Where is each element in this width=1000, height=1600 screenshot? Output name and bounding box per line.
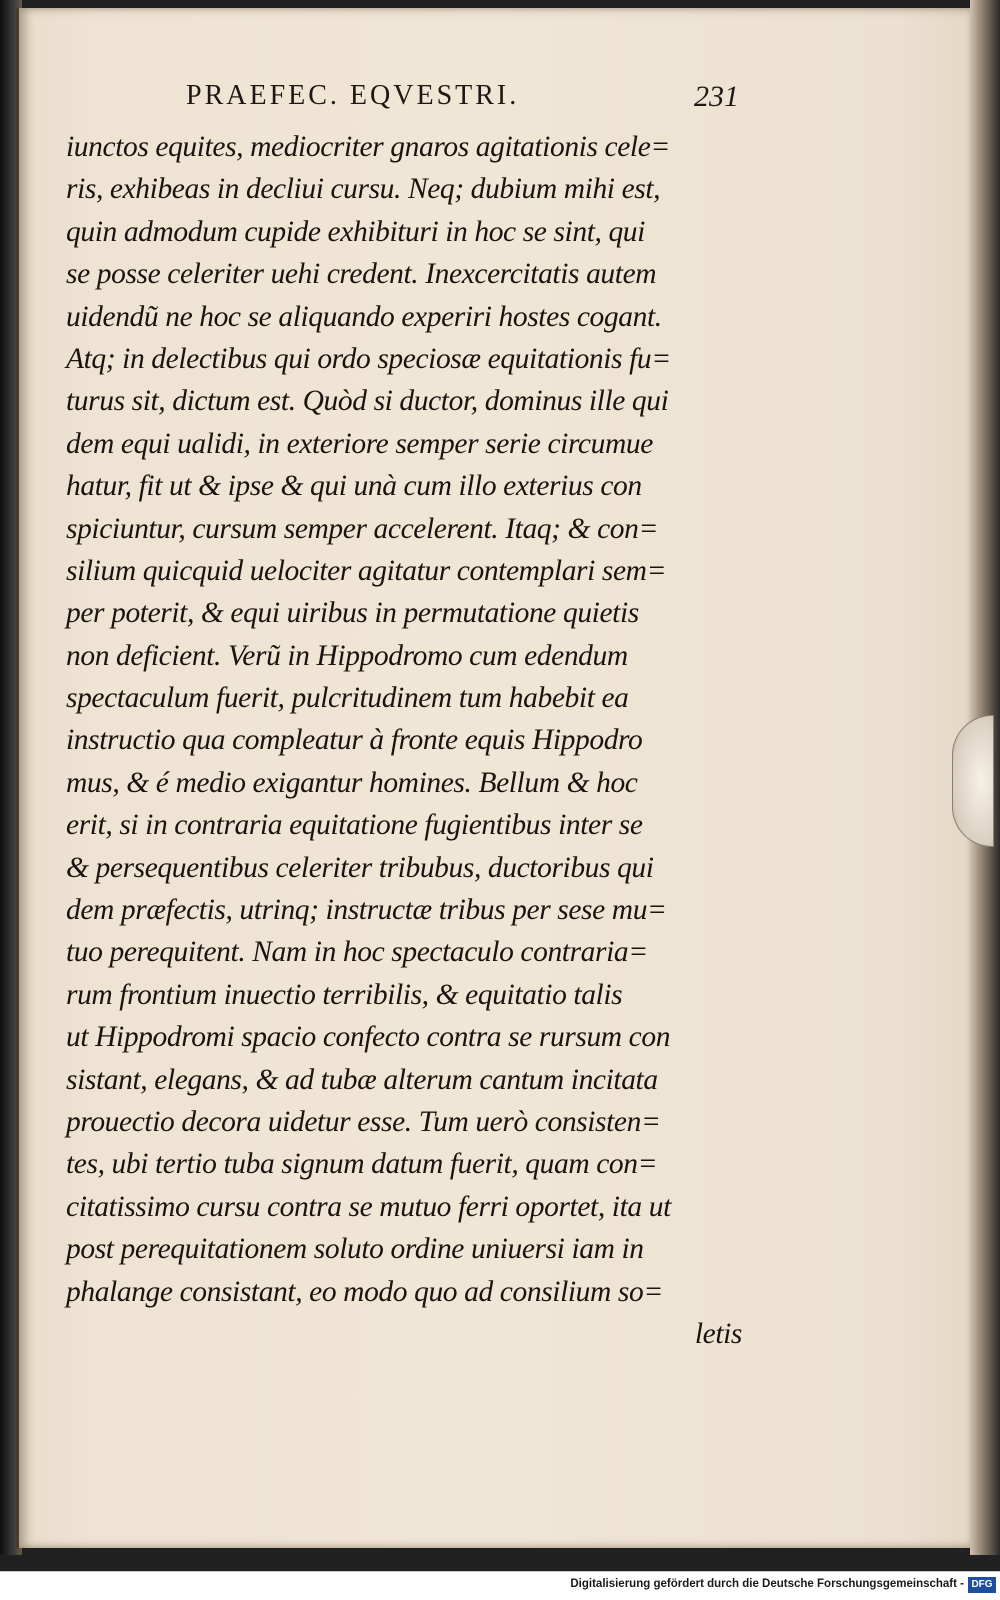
text-line: ut Hippodromi spacio confecto contra se rursum con (66, 1021, 671, 1054)
text-line: prouectio decora uidetur esse. Tum uerò consisten= (66, 1105, 661, 1138)
text-line: hatur, fit ut & ipse & qui unà cum illo exterius con (66, 470, 642, 503)
text-line: instructio qua compleatur à fronte equis Hippodro (66, 724, 643, 757)
text-line: iunctos equites, mediocriter gnaros agitationis cele= (66, 131, 670, 163)
text-line: Atq; in delectibus qui ordo speciosæ equitationis fu= (66, 342, 671, 375)
page-number: 231 (694, 80, 739, 113)
text-line: phalange consistant, eo modo quo ad consilium so= (66, 1275, 663, 1308)
ribbon-marker (952, 715, 994, 847)
dfg-logo: DFG (968, 1577, 996, 1593)
catchword: letis (694, 1317, 742, 1350)
text-line: silium quicquid uelociter agitatur contemplari sem= (66, 554, 667, 587)
text-line: turus sit, dictum est. Quòd si ductor, dominus ille qui (66, 385, 669, 418)
body-text (66, 126, 746, 1355)
text-line: non deficient. Verũ in Hippodromo cum edendum (66, 639, 628, 672)
running-head: PRAEFEC. EQVESTRI. (186, 80, 520, 111)
text-line: dem præfectis, utrinq; instructæ tribus per sese mu= (66, 894, 667, 927)
text-line: quin admodum cupide exhibituri in hoc se sint, qui (66, 215, 645, 248)
text-line: spiciuntur, cursum semper accelerent. Itaq; & con= (66, 512, 658, 545)
text-line: spectaculum fuerit, pulcritudinem tum habebit ea (66, 682, 629, 715)
text-line: dem equi ualidi, in exteriore semper serie circumue (66, 427, 653, 460)
text-line: mus, & é medio exigantur homines. Bellum & hoc (66, 766, 638, 799)
text-line: uidendũ ne hoc se aliquando experiri hostes cogant. (66, 300, 662, 333)
text-line: tuo perequitent. Nam in hoc spectaculo contraria= (66, 936, 648, 969)
text-line: rum frontium inuectio terribilis, & equitatio talis (66, 978, 623, 1011)
text-line: ris, exhibeas in decliui cursu. Neq; dubium mihi est, (66, 173, 661, 206)
funding-credit: Digitalisierung gefördert durch die Deutsche Forschungsgemeinschaft - (570, 1578, 964, 1590)
text-line: sistant, elegans, & ad tubæ alterum cantum incitata (66, 1063, 658, 1096)
text-line: per poterit, & equi uiribus in permutatione quietis (66, 597, 639, 630)
footer-bar (0, 1571, 1000, 1600)
text-line: erit, si in contraria equitatione fugientibus inter se (66, 809, 643, 842)
text-line: se posse celeriter uehi credent. Inexcercitatis autem (66, 258, 657, 291)
text-line: post perequitationem soluto ordine uniuersi iam in (66, 1233, 644, 1266)
text-line: tes, ubi tertio tuba signum datum fuerit, quam con= (66, 1148, 658, 1181)
text-line: citatissimo cursu contra se mutuo ferri oportet, ita ut (66, 1190, 671, 1223)
text-line: & persequentibus celeriter tribubus, ductoribus qui (66, 851, 654, 884)
